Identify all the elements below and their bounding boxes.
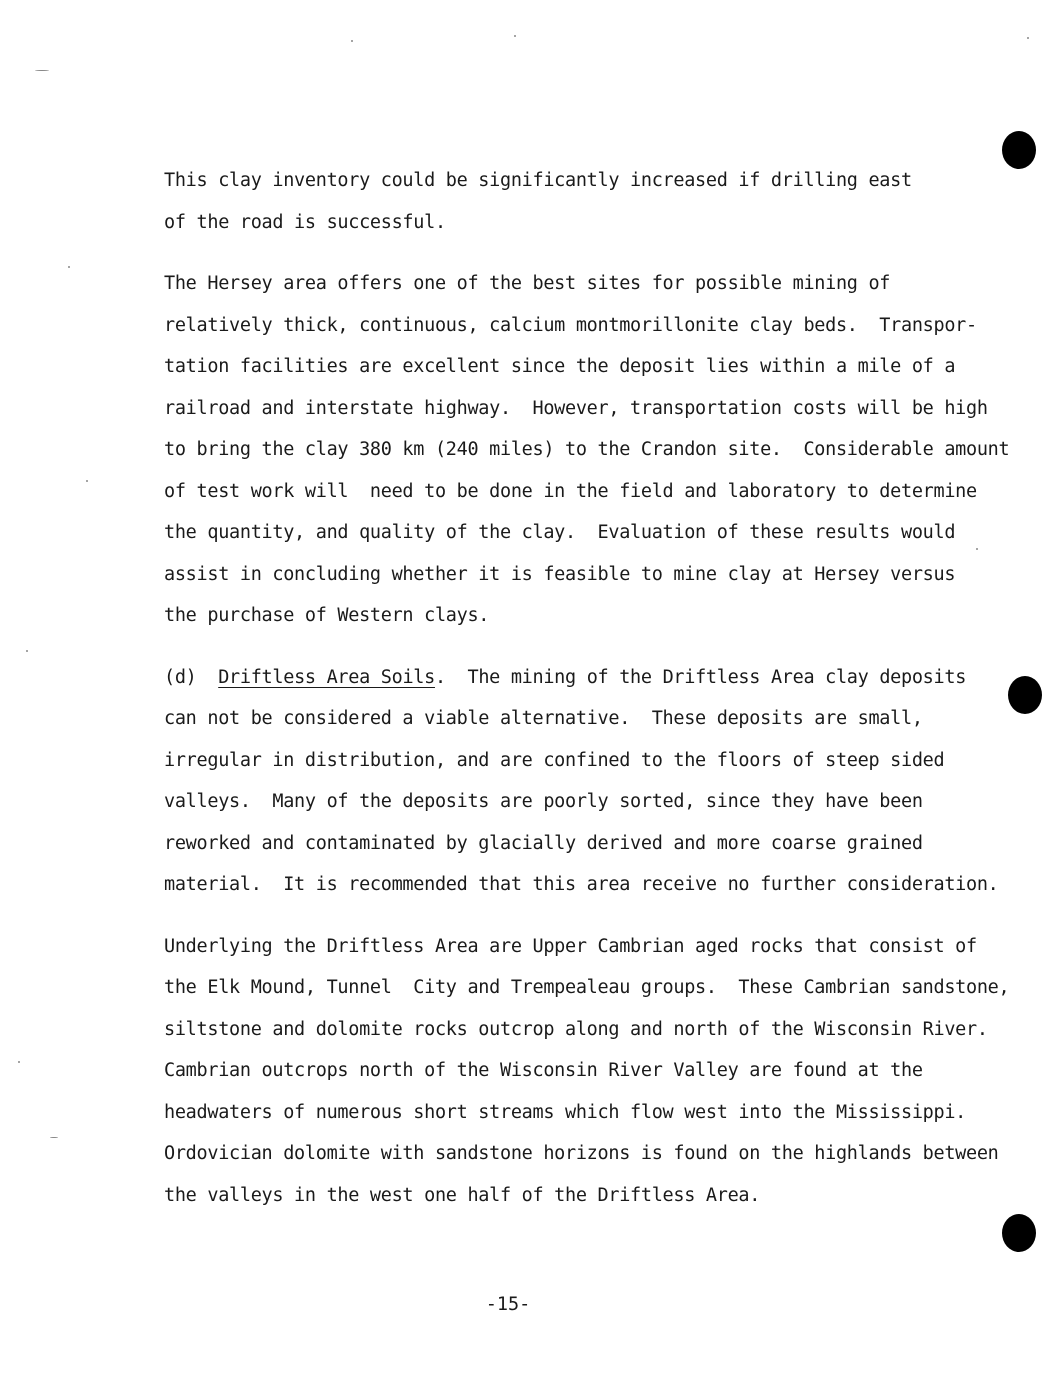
text-line: assist in concluding whether it is feasible to mine clay at Hersey versus <box>164 563 956 585</box>
text-line: material. It is recommended that this area receive no further consideration. <box>164 874 999 895</box>
scan-speck <box>351 40 353 42</box>
punch-hole-bottom <box>1002 1214 1036 1252</box>
text-line: the Elk Mound, Tunnel City and Trempealeau groups. These Cambrian sandstone, <box>164 977 1010 998</box>
text-line: tation facilities are excellent since the deposit lies within a mile of a <box>164 356 956 377</box>
text-line: valleys. Many of the deposits are poorly sorted, since they have been <box>164 791 923 812</box>
text-line: reworked and contaminated by glacially derived and more coarse grained <box>164 832 923 854</box>
section-label: (d) <box>164 666 219 688</box>
text-line: Underlying the Driftless Area are Upper Cambrian aged rocks that consist of <box>164 935 977 957</box>
paragraph-hersey-area <box>164 263 1010 637</box>
text-line: to bring the clay 380 km (240 miles) to the Crandon site. Considerable amount <box>164 439 1010 460</box>
text-line: siltstone and dolomite rocks outcrop along and north of the Wisconsin River. <box>164 1018 988 1040</box>
section-heading-line <box>164 657 994 699</box>
scan-speck <box>68 266 70 268</box>
text-line: This clay inventory could be significantly increased if drilling east <box>164 170 912 191</box>
paragraph-cambrian-rocks <box>164 926 1010 1217</box>
punch-hole-top <box>1002 131 1036 169</box>
scan-speck <box>514 35 516 37</box>
scan-speck <box>26 650 28 652</box>
scan-speck <box>50 1137 58 1138</box>
text-line: headwaters of numerous short streams which flow west into the Mississippi. <box>164 1101 967 1123</box>
text-line: of the road is successful. <box>164 211 446 233</box>
scan-speck <box>35 70 49 71</box>
scan-speck <box>1027 37 1029 39</box>
text-line: the valleys in the west one half of the Driftless Area. <box>164 1184 761 1206</box>
text-line: The Hersey area offers one of the best sites for possible mining of <box>164 273 891 294</box>
paragraph-clay-inventory <box>164 160 994 243</box>
text-line: railroad and interstate highway. However, transportation costs will be high <box>164 397 988 419</box>
text-line: irregular in distribution, and are confined to the floors of steep sided <box>164 749 945 771</box>
text-line: Cambrian outcrops north of the Wisconsin River Valley are found at the <box>164 1060 923 1081</box>
text-line: of test work will need to be done in the field and laboratory to determine <box>164 480 977 502</box>
text-line: relatively thick, continuous, calcium montmorillonite clay beds. Transpor- <box>164 314 977 336</box>
punch-hole-middle <box>1008 676 1042 714</box>
text-line: the purchase of Western clays. <box>164 605 490 626</box>
text-line: the quantity, and quality of the clay. Evaluation of these results would <box>164 522 956 543</box>
section-title: Driftless Area Soils <box>218 666 435 688</box>
text-line: Ordovician dolomite with sandstone horizons is found on the highlands between <box>164 1143 999 1164</box>
section-heading-rest: . The mining of the Driftless Area clay deposits <box>434 666 967 688</box>
scan-speck <box>18 1061 20 1063</box>
text-line: can not be considered a viable alternative. These deposits are small, <box>164 708 923 729</box>
page-number: -15- <box>485 1294 531 1315</box>
body-text <box>164 160 1010 1236</box>
paragraph-driftless-area-soils <box>164 657 999 906</box>
scan-speck <box>86 480 88 482</box>
